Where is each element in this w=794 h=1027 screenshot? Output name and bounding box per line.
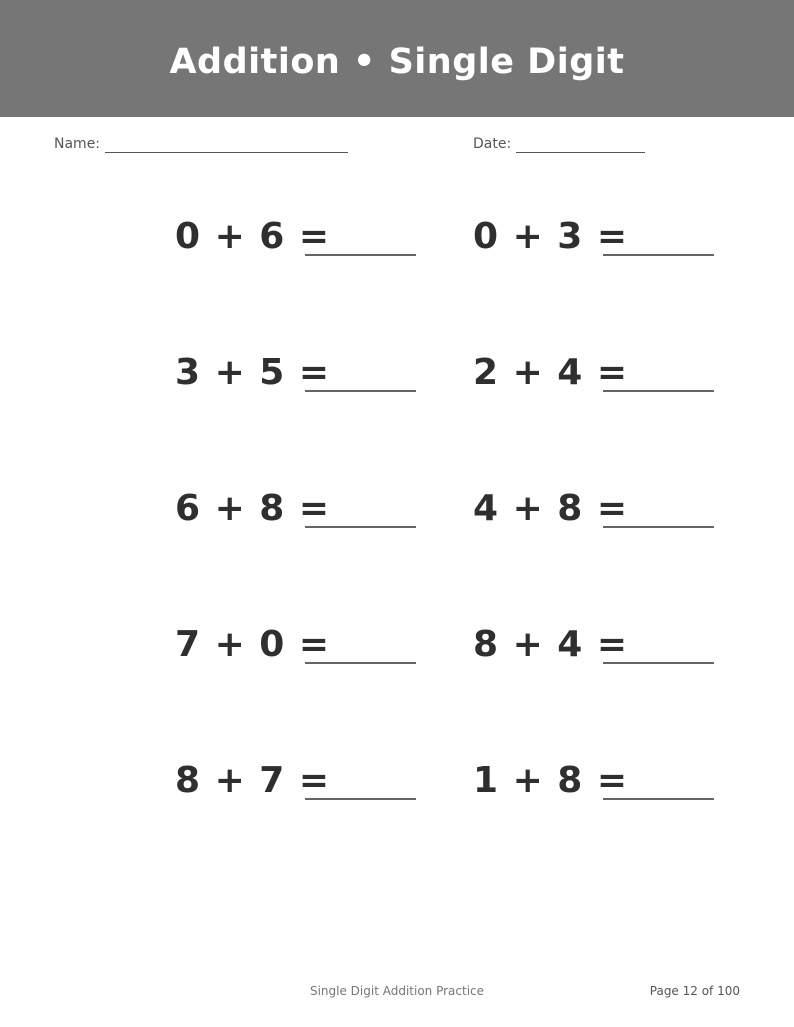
- answer-line: [603, 798, 714, 800]
- name-write-line: [105, 137, 348, 153]
- answer-line: [305, 662, 416, 664]
- problem-expression: 4 + 8 =: [473, 488, 628, 529]
- answer-line: [603, 662, 714, 664]
- answer-line: [603, 254, 714, 256]
- problem-expression: 0 + 6 =: [175, 216, 330, 257]
- problem-expression: 8 + 4 =: [473, 624, 628, 665]
- name-label: Name:: [54, 136, 101, 152]
- problem-expression: 2 + 4 =: [473, 352, 628, 393]
- date-field: [473, 135, 645, 153]
- problem-expression: 6 + 8 =: [175, 488, 330, 529]
- problem-expression: 7 + 0 =: [175, 624, 330, 665]
- answer-line: [305, 390, 416, 392]
- problem-expression: 0 + 3 =: [473, 216, 628, 257]
- name-field: [54, 135, 348, 153]
- page-title: Addition • Single Digit: [169, 42, 625, 82]
- footer-caption: Single Digit Addition Practice: [309, 984, 485, 998]
- answer-line: [305, 526, 416, 528]
- problem-expression: 1 + 8 =: [473, 760, 628, 801]
- page-number: Page 12 of 100: [649, 984, 740, 998]
- answer-line: [305, 798, 416, 800]
- date-label: Date:: [473, 136, 512, 152]
- problem-expression: 8 + 7 =: [175, 760, 330, 801]
- answer-line: [305, 254, 416, 256]
- answer-line: [603, 526, 714, 528]
- date-write-line: [516, 137, 645, 153]
- problem-expression: 3 + 5 =: [175, 352, 330, 393]
- answer-line: [603, 390, 714, 392]
